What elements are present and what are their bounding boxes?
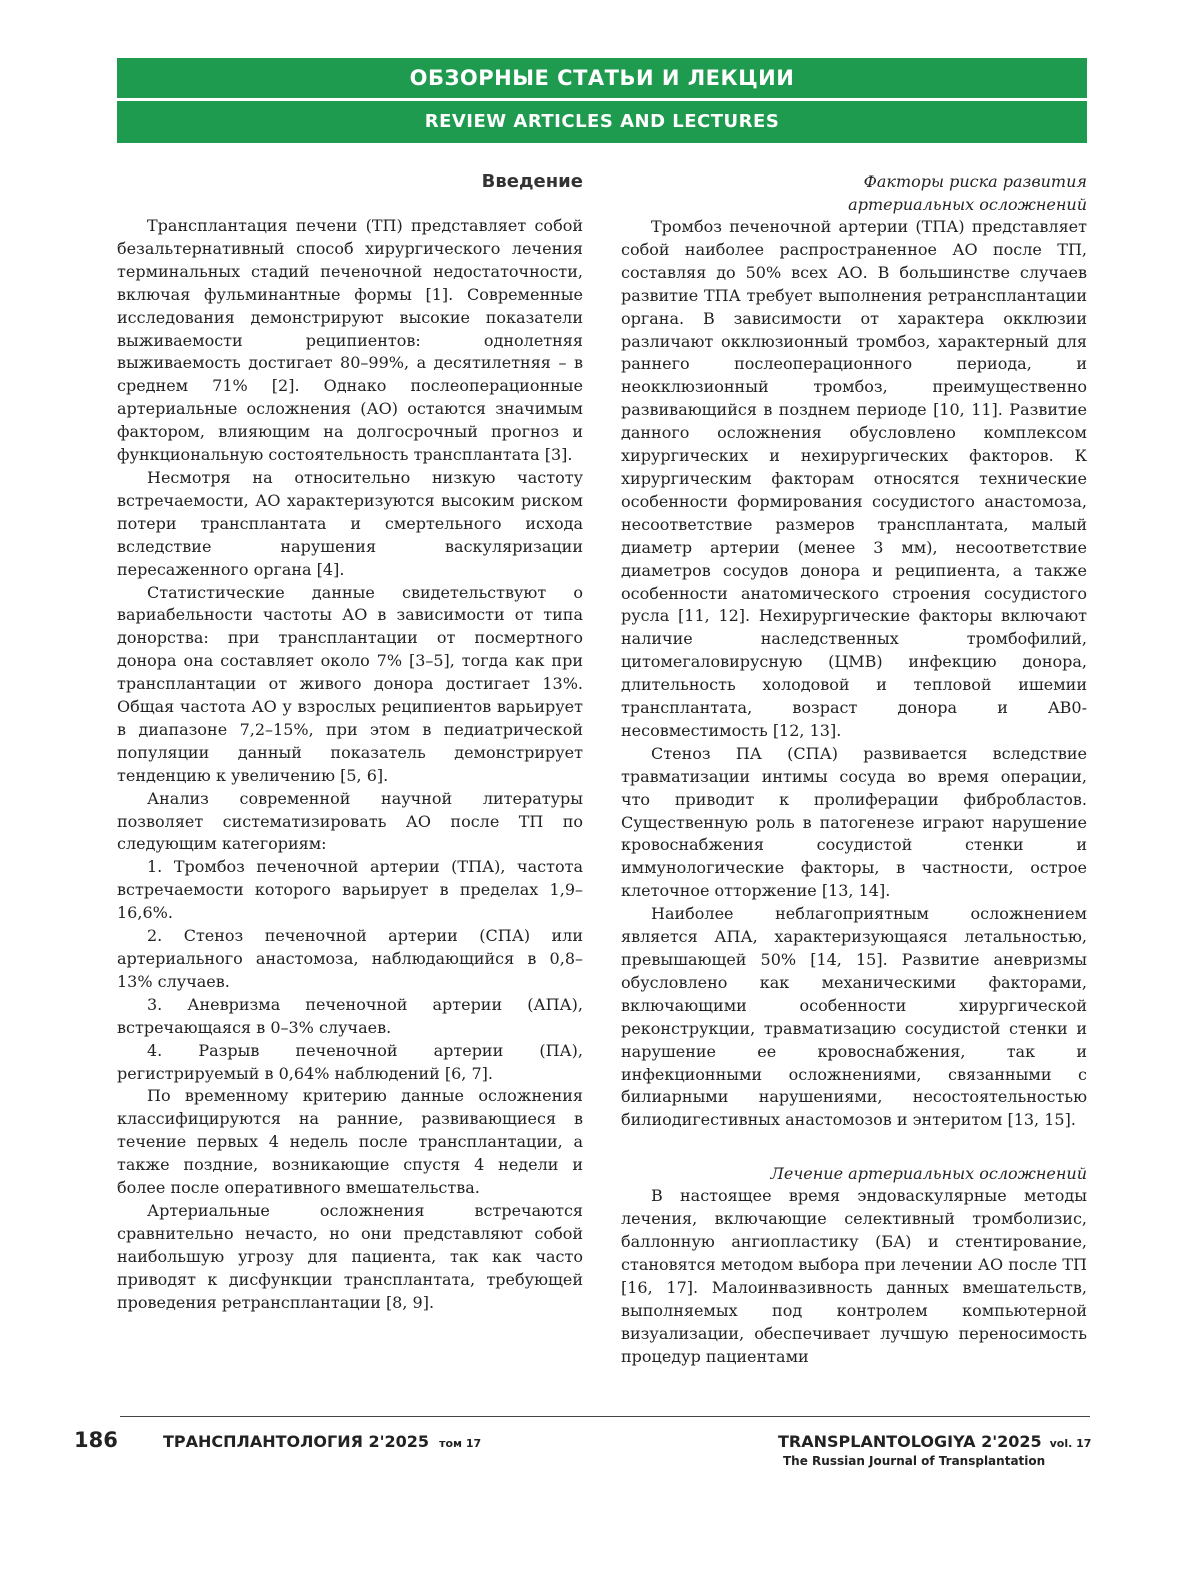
heading-treatment: Лечение артериальных осложнений [770, 1164, 1087, 1184]
paragraph: В настоящее время эндоваскулярные методы лечения, включающие селективный тромболизис, баллонную ангиопластику (БА) и стентирование, становятся методом выбора при лечении АО после ТП [16, 17]. Малоинвазивность данных вмешательств, выполняемых под контролем компьютерной визуализации, обеспечивает лучшую переносимость процедур пациентами [621, 1186, 1087, 1366]
list-item: 1. Тромбоз печеночной артерии (ТПА), частота встречаемости которого варьирует в пределах 1,9–16,6%. [117, 857, 583, 923]
paragraph: Стеноз ПА (СПА) развивается вследствие травматизации интимы сосуда во время операции, что приводит к пролиферации фибробластов. Существенную роль в патогенезе играют нарушение кровоснабжения сосудистой стенки и иммунологические факторы, в частности, острое клеточное отторжение [13, 14]. [621, 743, 1087, 901]
paragraph: Несмотря на относительно низкую частоту встречаемости, АО характеризуются высоким риском потери трансплантата и смертельного исхода вследствие нарушения васкуляризации пересаженного органа [4]. [117, 467, 583, 579]
journal-subtitle-en: The Russian Journal of Transplantation [783, 1454, 1046, 1468]
left-column [117, 170, 583, 1315]
list-item: 4. Разрыв печеночной артерии (ПА), регистрируемый в 0,64% наблюдений [6, 7]. [117, 1040, 583, 1083]
paragraph: Анализ современной научной литературы позволяет систематизировать АО после ТП по следующим категориям: [117, 788, 583, 854]
paragraph: Наиболее неблагоприятным осложнением является АПА, характеризующаяся летальностью, превышающей 50% [14, 15]. Развитие аневризмы обусловлено как механическими факторами, включающими особенности хирургической реконструкции, травматизацию сосудистой стенки и нарушение ее кровоснабжения, так и инфекционными осложнениями, связанными с билиарными нарушениями, несостоятельностью билиодигестивных анастомозов и энтеритом [13, 15]. [621, 904, 1087, 1130]
journal-volume-en: vol. 17 [1049, 1437, 1092, 1450]
journal-title-ru [163, 1432, 481, 1451]
heading-introduction: Введение [481, 171, 583, 192]
page-number: 186 [74, 1428, 118, 1452]
journal-name-en: TRANSPLANTOLOGIYA 2'2025 [778, 1432, 1042, 1451]
journal-name-ru: ТРАНСПЛАНТОЛОГИЯ 2'2025 [163, 1432, 430, 1451]
paragraph: Трансплантация печени (ТП) представляет собой безальтернативный способ хирургического лечения терминальных стадий печеночной недостаточности, включая фульминантные формы [1]. Современные исследования демонстрируют высокие показатели выживаемости реципиентов: однолетняя выживаемость достигает 80–99%, а десятилетняя – в среднем 71% [2]. Однако послеоперационные артериальные осложнения (АО) остаются значимым фактором, влияющим на долгосрочный прогноз и функциональную состоятельность трансплантата [3]. [117, 216, 583, 465]
heading-risk-factors-line1: Факторы риска развития [863, 172, 1087, 191]
right-column [621, 170, 1087, 1369]
section-banner-ru: ОБЗОРНЫЕ СТАТЬИ И ЛЕКЦИИ [117, 58, 1087, 98]
heading-risk-factors-line2: артериальных осложнений [848, 195, 1087, 214]
section-banner-en: REVIEW ARTICLES AND LECTURES [117, 101, 1087, 143]
paragraph: По временному критерию данные осложнения классифицируются на ранние, развивающиеся в течение первых 4 недель после трансплантации, а также поздние, возникающие спустя 4 недели и более после оперативного вмешательства. [117, 1086, 583, 1198]
footer-divider [120, 1416, 1090, 1417]
journal-volume-ru: том 17 [439, 1437, 482, 1450]
list-item: 3. Аневризма печеночной артерии (АПА), встречающаяся в 0–3% случаев. [117, 994, 583, 1037]
list-item: 2. Стеноз печеночной артерии (СПА) или артериального анастомоза, наблюдающийся в 0,8–13% случаев. [117, 926, 583, 991]
paragraph: Артериальные осложнения встречаются сравнительно нечасто, но они представляют собой наибольшую угрозу для пациента, так как часто приводят к дисфункции трансплантата, требующей проведения ретрансплантации [8, 9]. [117, 1200, 583, 1312]
paragraph: Тромбоз печеночной артерии (ТПА) представляет собой наиболее распространенное АО после ТП, составляя до 50% всех АО. В большинстве случаев развитие ТПА требует выполнения ретрансплантации органа. В зависимости от характера окклюзии различают окклюзионный тромбоз, характерный для раннего послеоперационного периода, и неокклюзионный тромбоз, преимущественно развивающийся в позднем периоде [10, 11]. Развитие данного осложнения обусловлено комплексом хирургических и нехирургических факторов. К хирургическим факторам относятся технические особенности формирования сосудистого анастомоза, несоответствие размеров трансплантата, малый диаметр артерии (менее 3 мм), несоответствие диаметров сосудов донора и реципиента, а также особенности анатомического строения сосудистого русла [11, 12]. Нехирургические факторы включают наличие наследственных тромбофилий, цитомегаловирусную (ЦМВ) инфекцию донора, длительность холодовой и тепловой ишемии трансплантата, возраст донора и AB0-несовместимость [12, 13]. [621, 217, 1087, 740]
journal-title-en [778, 1432, 1091, 1451]
paragraph: Статистические данные свидетельствуют о вариабельности частоты АО в зависимости от типа донорства: при трансплантации от посмертного донора она составляет около 7% [3–5], тогда как при трансплантации от живого донора достигает 13%. Общая частота АО у взрослых реципиентов варьирует в диапазоне 7,2–15%, при этом в педиатрической популяции данный показатель демонстрирует тенденцию к увеличению [5, 6]. [117, 582, 583, 785]
